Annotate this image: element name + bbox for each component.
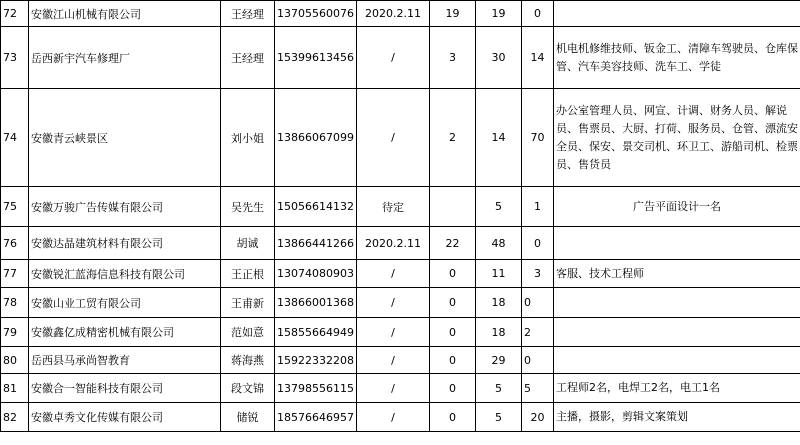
count-b: 19: [476, 1, 522, 27]
table-row: [1, 260, 800, 288]
positions-cell: [554, 347, 800, 374]
count-b: 18: [476, 288, 522, 318]
row-number: 78: [1, 288, 29, 318]
table-row: [1, 347, 800, 374]
phone-number: 13866441266: [275, 227, 357, 260]
date-cell: /: [357, 403, 430, 432]
phone-number: 13866067099: [275, 89, 357, 187]
table-row: [1, 403, 800, 432]
table-row: [1, 288, 800, 318]
contact-person: 范如意: [221, 318, 275, 347]
count-b: 5: [476, 374, 522, 403]
count-a: 0: [430, 403, 476, 432]
count-a: [430, 187, 476, 227]
date-cell: /: [357, 89, 430, 187]
date-cell: 2020.2.11: [357, 227, 430, 260]
row-number: 72: [1, 1, 29, 27]
count-c: 0: [522, 1, 554, 27]
row-number: 82: [1, 403, 29, 432]
date-cell: 2020.2.11: [357, 1, 430, 27]
table-row: [1, 27, 800, 89]
row-number: 75: [1, 187, 29, 227]
positions-cell: 主播，摄影，剪辑文案策划: [554, 403, 800, 432]
count-a: 0: [430, 347, 476, 374]
count-c: 20: [522, 403, 554, 432]
row-number: 80: [1, 347, 29, 374]
contact-person: 刘小姐: [221, 89, 275, 187]
count-b: 48: [476, 227, 522, 260]
table-row: [1, 187, 800, 227]
count-c: 0: [522, 347, 554, 374]
date-cell: /: [357, 318, 430, 347]
phone-number: 13866001368: [275, 288, 357, 318]
count-a: 0: [430, 318, 476, 347]
company-name: 安徽鑫亿成精密机械有限公司: [29, 318, 221, 347]
date-cell: 待定: [357, 187, 430, 227]
phone-number: 13074080903: [275, 260, 357, 288]
count-b: 14: [476, 89, 522, 187]
count-c: 3: [522, 260, 554, 288]
date-cell: /: [357, 374, 430, 403]
count-c: 70: [522, 89, 554, 187]
date-cell: /: [357, 288, 430, 318]
count-b: 5: [476, 403, 522, 432]
row-number: 76: [1, 227, 29, 260]
company-name: 安徽合一智能科技有限公司: [29, 374, 221, 403]
table-row: [1, 227, 800, 260]
row-number: 81: [1, 374, 29, 403]
phone-number: 15922332208: [275, 347, 357, 374]
count-b: 18: [476, 318, 522, 347]
count-b: 29: [476, 347, 522, 374]
count-c: 5: [522, 374, 554, 403]
phone-number: 18576646957: [275, 403, 357, 432]
phone-number: 15056614132: [275, 187, 357, 227]
table-row: [1, 318, 800, 347]
contact-person: 王甫新: [221, 288, 275, 318]
count-a: 0: [430, 374, 476, 403]
date-cell: /: [357, 27, 430, 89]
contact-person: 段文锦: [221, 374, 275, 403]
company-name: 安徽江山机械有限公司: [29, 1, 221, 27]
company-name: 安徽达晶建筑材料有限公司: [29, 227, 221, 260]
positions-cell: 广告平面设计一名: [554, 187, 800, 227]
row-number: 77: [1, 260, 29, 288]
company-name: 安徽青云峡景区: [29, 89, 221, 187]
contact-person: 王正根: [221, 260, 275, 288]
company-name: 安徽万骏广告传媒有限公司: [29, 187, 221, 227]
count-a: 3: [430, 27, 476, 89]
positions-cell: 机电机修维技师、钣金工、清障车驾驶员、仓库保管、汽车美容技师、洗车工、学徒: [554, 27, 800, 89]
company-name: 安徽山业工贸有限公司: [29, 288, 221, 318]
row-number: 73: [1, 27, 29, 89]
positions-cell: 客服、技术工程师: [554, 260, 800, 288]
contact-person: 蒋海燕: [221, 347, 275, 374]
count-a: 0: [430, 288, 476, 318]
phone-number: 13705560076: [275, 1, 357, 27]
contact-person: 王经理: [221, 27, 275, 89]
row-number: 79: [1, 318, 29, 347]
phone-number: 13798556115: [275, 374, 357, 403]
row-number: 74: [1, 89, 29, 187]
count-b: 30: [476, 27, 522, 89]
contact-person: 胡诚: [221, 227, 275, 260]
count-a: 19: [430, 1, 476, 27]
company-name: 安徽卓秀文化传媒有限公司: [29, 403, 221, 432]
count-c: 0: [522, 288, 554, 318]
table-row: [1, 374, 800, 403]
count-c: 2: [522, 318, 554, 347]
date-cell: /: [357, 347, 430, 374]
count-a: 22: [430, 227, 476, 260]
phone-number: 15399613456: [275, 27, 357, 89]
positions-cell: [554, 318, 800, 347]
phone-number: 15855664949: [275, 318, 357, 347]
count-c: 1: [522, 187, 554, 227]
table-row: [1, 1, 800, 27]
company-name: 岳西新宇汽车修理厂: [29, 27, 221, 89]
positions-cell: 工程师2名，电焊工2名，电工1名: [554, 374, 800, 403]
contact-person: 吴先生: [221, 187, 275, 227]
positions-cell: [554, 1, 800, 27]
count-c: 14: [522, 27, 554, 89]
count-b: 11: [476, 260, 522, 288]
positions-cell: [554, 227, 800, 260]
company-name: 岳西县马承尚智教育: [29, 347, 221, 374]
contact-person: 王经理: [221, 1, 275, 27]
count-a: 0: [430, 260, 476, 288]
count-a: 2: [430, 89, 476, 187]
contact-person: 储锐: [221, 403, 275, 432]
positions-cell: [554, 288, 800, 318]
company-name: 安徽锐汇蓝海信息科技有限公司: [29, 260, 221, 288]
count-b: 5: [476, 187, 522, 227]
count-c: 0: [522, 227, 554, 260]
date-cell: /: [357, 260, 430, 288]
table-row: [1, 89, 800, 187]
positions-cell: 办公室管理人员、网宣、计调、财务人员、解说员、售票员、大厨、打荷、服务员、仓管、漂流安全员、保安、景交司机、环卫工、游船司机、检票员、售货员: [554, 89, 800, 187]
